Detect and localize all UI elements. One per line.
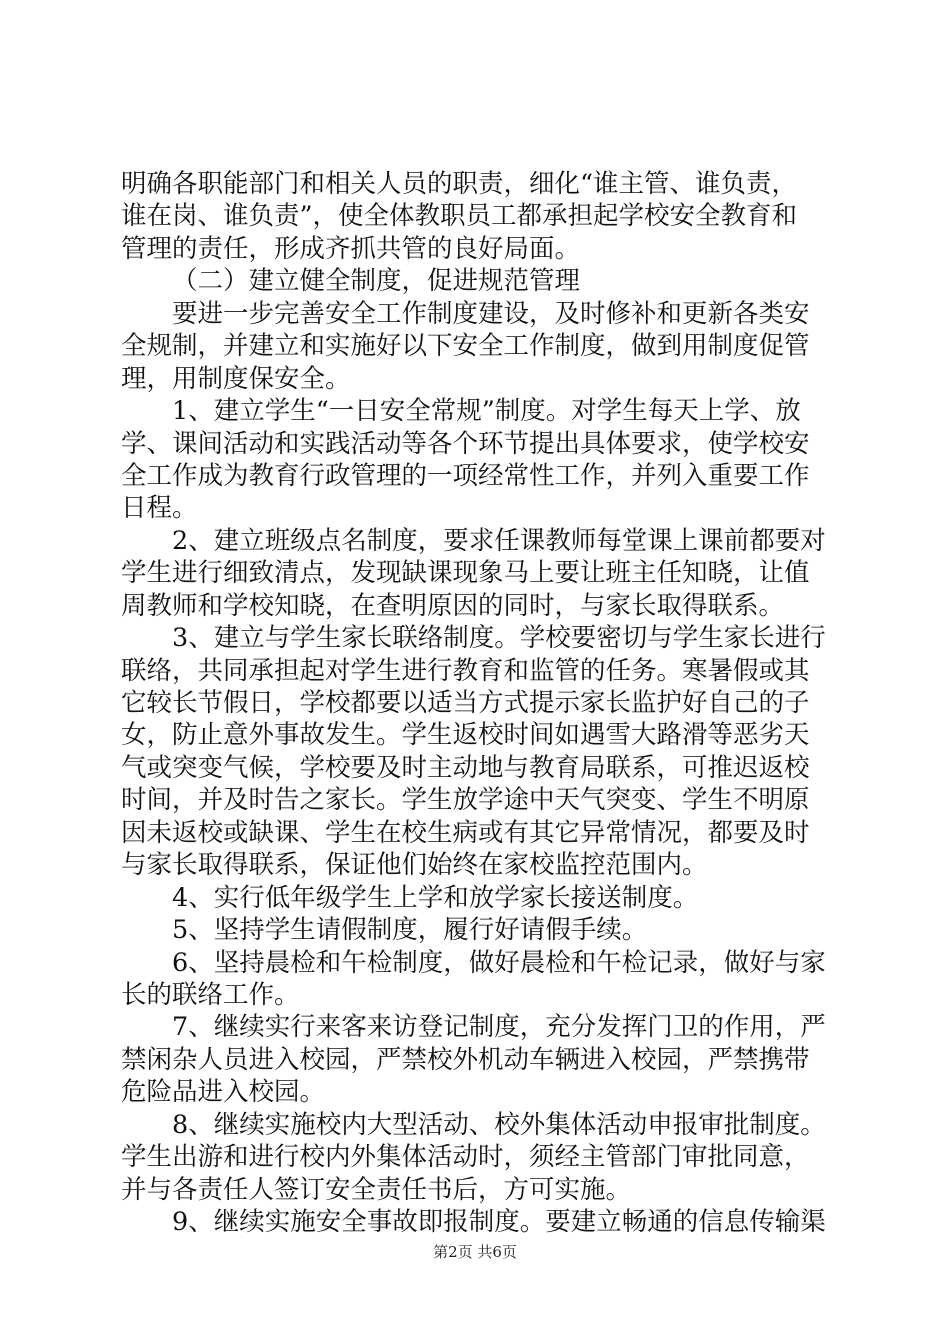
text-line: 并与各责任人签订安全责任书后，方可实施。 (121, 1175, 632, 1205)
text-line: 周教师和学校知晓，在查明原因的同时，与家长取得联系。 (121, 591, 785, 621)
text-line: 学生出游和进行校内外集体活动时，须经主管部门审批同意， (121, 1142, 810, 1172)
text-line: 1、建立学生“一日安全常规”制度。对学生每天上学、放 (172, 396, 801, 426)
text-line: 3、建立与学生家长联络制度。学校要密切与学生家长进行 (172, 623, 826, 653)
section-heading: （二）建立健全制度，促进规范管理 (172, 266, 581, 296)
text-line: 全规制，并建立和实施好以下安全工作制度，做到用制度促管 (121, 331, 810, 361)
text-line: 学、课间活动和实践活动等各个环节提出具体要求，使学校安 (121, 429, 810, 459)
text-line: 危险品进入校园。 (121, 1077, 326, 1107)
text-line: 长的联络工作。 (121, 980, 300, 1010)
text-line: 要进一步完善安全工作制度建设，及时修补和更新各类安 (172, 299, 810, 329)
text-line: 2、建立班级点名制度，要求任课教师每堂课上课前都要对 (172, 526, 826, 556)
text-line: 5、坚持学生请假制度，履行好请假手续。 (172, 915, 648, 945)
text-line: 女，防止意外事故发生。学生返校时间如遇雪大路滑等恶劣天 (121, 720, 810, 750)
text-line: 明确各职能部门和相关人员的职责，细化“谁主管、谁负责， (121, 169, 798, 199)
text-line: 联络，共同承担起对学生进行教育和监管的任务。寒暑假或其 (121, 656, 810, 686)
text-line: 6、坚持晨检和午检制度，做好晨检和午检记录，做好与家 (172, 948, 826, 978)
text-line: 学生进行细致清点，发现缺课现象马上要让班主任知晓，让值 (121, 558, 810, 588)
text-line: 4、实行低年级学生上学和放学家长接送制度。 (172, 883, 699, 913)
text-line: 管理的责任，形成齐抓共管的良好局面。 (121, 234, 581, 264)
text-line: 禁闲杂人员进入校园，严禁校外机动车辆进入校园，严禁携带 (121, 1045, 810, 1075)
text-line: 日程。 (121, 493, 198, 523)
text-line: 9、继续实施安全事故即报制度。要建立畅通的信息传输渠 (172, 1207, 826, 1237)
text-line: 气或突变气候，学校要及时主动地与教育局联系，可推迟返校 (121, 753, 810, 783)
text-line: 理，用制度保安全。 (121, 364, 351, 394)
text-line: 8、继续实施校内大型活动、校外集体活动申报审批制度。 (172, 1110, 826, 1140)
page-footer: 第2页 共6页 (433, 1243, 517, 1261)
text-line: 与家长取得联系，保证他们始终在家校监控范围内。 (121, 850, 708, 880)
text-line: 谁在岗、谁负责”，使全体教职员工都承担起学校安全教育和 (121, 201, 798, 231)
text-line: 它较长节假日，学校都要以适当方式提示家长监护好自己的子 (121, 688, 810, 718)
text-line: 全工作成为教育行政管理的一项经常性工作，并列入重要工作 (121, 461, 810, 491)
text-line: 因未返校或缺课、学生在校生病或有其它异常情况，都要及时 (121, 818, 810, 848)
text-line: 7、继续实行来客来访登记制度，充分发挥门卫的作用，严 (172, 1012, 826, 1042)
text-line: 时间，并及时告之家长。学生放学途中天气突变、学生不明原 (121, 785, 810, 815)
